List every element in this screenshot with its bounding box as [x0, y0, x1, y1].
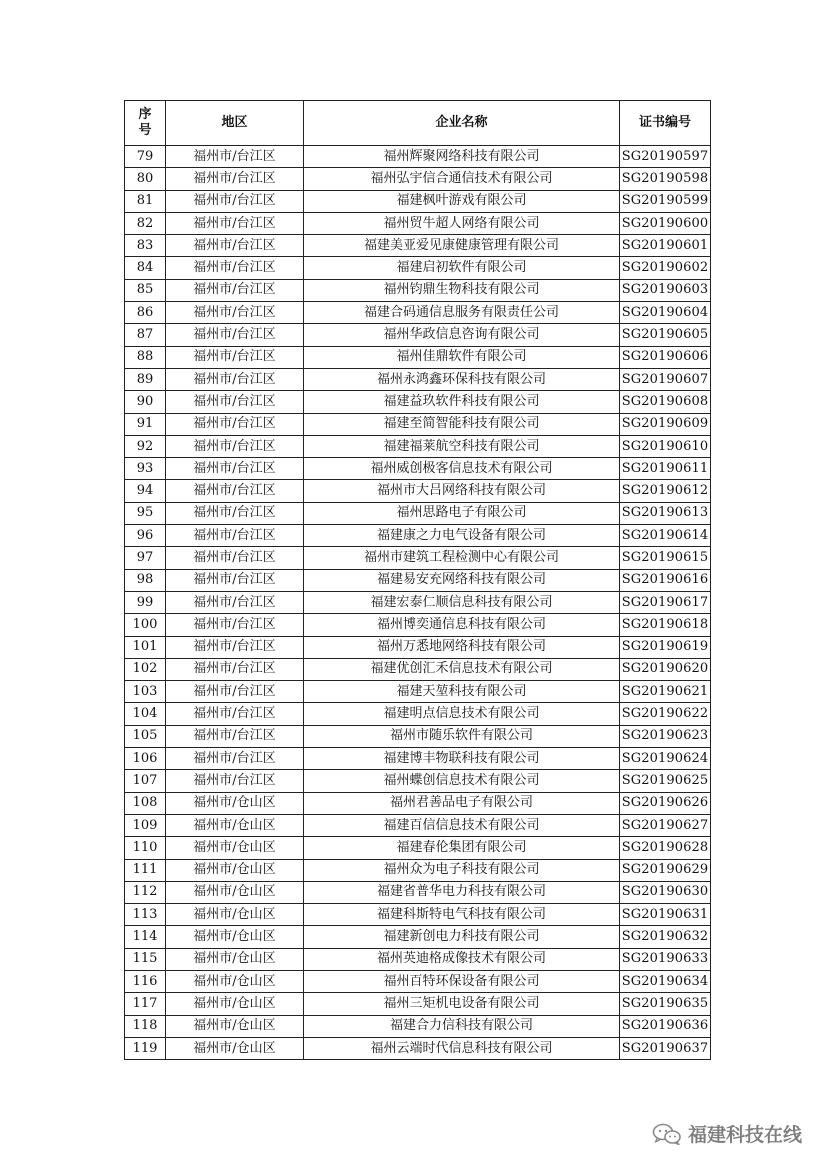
- cell-company-name: 福建省普华电力科技有限公司: [304, 881, 620, 903]
- cell-region: 福州市/台江区: [166, 146, 304, 168]
- cell-company-name: 福州众为电子科技有限公司: [304, 859, 620, 881]
- cell-region: 福州市/台江区: [166, 547, 304, 569]
- cell-certificate-number: SG20190626: [620, 792, 711, 814]
- header-company-name: 企业名称: [304, 101, 620, 146]
- cell-region: 福州市/仓山区: [166, 1015, 304, 1037]
- cell-company-name: 福州云端时代信息科技有限公司: [304, 1037, 620, 1059]
- table-row: [125, 324, 711, 346]
- table-row: [125, 748, 711, 770]
- table-row: [125, 212, 711, 234]
- header-serial-number: 序 号: [125, 101, 166, 146]
- cell-certificate-number: SG20190623: [620, 725, 711, 747]
- wechat-icon: [652, 1123, 682, 1145]
- cell-region: 福州市/台江区: [166, 413, 304, 435]
- cell-serial-number: 94: [125, 480, 166, 502]
- cell-certificate-number: SG20190627: [620, 814, 711, 836]
- table-row: [125, 235, 711, 257]
- cell-serial-number: 106: [125, 748, 166, 770]
- cell-company-name: 福州佳鼎软件有限公司: [304, 346, 620, 368]
- cell-company-name: 福建美亚爱见康健康管理有限公司: [304, 235, 620, 257]
- cell-certificate-number: SG20190619: [620, 636, 711, 658]
- cell-region: 福州市/仓山区: [166, 881, 304, 903]
- cell-certificate-number: SG20190598: [620, 168, 711, 190]
- table-row: [125, 458, 711, 480]
- cell-company-name: 福州辉聚网络科技有限公司: [304, 146, 620, 168]
- cell-company-name: 福建博丰物联科技有限公司: [304, 748, 620, 770]
- cell-serial-number: 93: [125, 458, 166, 480]
- cell-region: 福州市/仓山区: [166, 926, 304, 948]
- cell-certificate-number: SG20190631: [620, 904, 711, 926]
- cell-region: 福州市/台江区: [166, 591, 304, 613]
- cell-region: 福州市/台江区: [166, 190, 304, 212]
- cell-certificate-number: SG20190601: [620, 235, 711, 257]
- table-body: [125, 146, 711, 1060]
- cell-serial-number: 86: [125, 302, 166, 324]
- cell-region: 福州市/台江区: [166, 681, 304, 703]
- cell-serial-number: 110: [125, 837, 166, 859]
- cell-region: 福州市/台江区: [166, 658, 304, 680]
- table-row: [125, 814, 711, 836]
- cell-region: 福州市/台江区: [166, 614, 304, 636]
- watermark-text: 福建科技在线: [687, 1124, 802, 1146]
- cell-certificate-number: SG20190628: [620, 837, 711, 859]
- cell-certificate-number: SG20190633: [620, 948, 711, 970]
- table-row: [125, 525, 711, 547]
- cell-certificate-number: SG20190604: [620, 302, 711, 324]
- table-row: [125, 569, 711, 591]
- cell-serial-number: 100: [125, 614, 166, 636]
- cell-serial-number: 98: [125, 569, 166, 591]
- cell-region: 福州市/仓山区: [166, 1037, 304, 1059]
- cell-certificate-number: SG20190636: [620, 1015, 711, 1037]
- watermark: [652, 1120, 802, 1147]
- table-row: [125, 502, 711, 524]
- cell-company-name: 福州市随乐软件有限公司: [304, 725, 620, 747]
- table-row: [125, 547, 711, 569]
- cell-company-name: 福州钧鼎生物科技有限公司: [304, 279, 620, 301]
- cell-serial-number: 117: [125, 993, 166, 1015]
- cell-company-name: 福州博奕通信息科技有限公司: [304, 614, 620, 636]
- table-row: [125, 1037, 711, 1059]
- cell-certificate-number: SG20190599: [620, 190, 711, 212]
- table-row: [125, 391, 711, 413]
- cell-certificate-number: SG20190618: [620, 614, 711, 636]
- cell-company-name: 福建枫叶游戏有限公司: [304, 190, 620, 212]
- table-row: [125, 881, 711, 903]
- cell-region: 福州市/台江区: [166, 391, 304, 413]
- cell-region: 福州市/台江区: [166, 346, 304, 368]
- cell-serial-number: 119: [125, 1037, 166, 1059]
- cell-certificate-number: SG20190600: [620, 212, 711, 234]
- cell-serial-number: 115: [125, 948, 166, 970]
- cell-serial-number: 88: [125, 346, 166, 368]
- cell-region: 福州市/台江区: [166, 168, 304, 190]
- cell-certificate-number: SG20190607: [620, 368, 711, 390]
- cell-region: 福州市/仓山区: [166, 904, 304, 926]
- cell-company-name: 福建春伦集团有限公司: [304, 837, 620, 859]
- table-row: [125, 837, 711, 859]
- cell-serial-number: 79: [125, 146, 166, 168]
- cell-serial-number: 105: [125, 725, 166, 747]
- cell-region: 福州市/仓山区: [166, 792, 304, 814]
- cell-certificate-number: SG20190622: [620, 703, 711, 725]
- cell-company-name: 福州君善品电子有限公司: [304, 792, 620, 814]
- cell-company-name: 福州市建筑工程检测中心有限公司: [304, 547, 620, 569]
- cell-company-name: 福建明点信息技术有限公司: [304, 703, 620, 725]
- cell-certificate-number: SG20190608: [620, 391, 711, 413]
- cell-region: 福州市/仓山区: [166, 993, 304, 1015]
- cell-serial-number: 102: [125, 658, 166, 680]
- cell-serial-number: 90: [125, 391, 166, 413]
- table-row: [125, 480, 711, 502]
- cell-region: 福州市/仓山区: [166, 948, 304, 970]
- cell-region: 福州市/台江区: [166, 368, 304, 390]
- cell-region: 福州市/台江区: [166, 569, 304, 591]
- table-row: [125, 658, 711, 680]
- cell-company-name: 福建启初软件有限公司: [304, 257, 620, 279]
- cell-company-name: 福建合力信科技有限公司: [304, 1015, 620, 1037]
- cell-serial-number: 113: [125, 904, 166, 926]
- cell-company-name: 福建宏泰仁顺信息科技有限公司: [304, 591, 620, 613]
- cell-region: 福州市/台江区: [166, 435, 304, 457]
- cell-region: 福州市/台江区: [166, 703, 304, 725]
- cell-company-name: 福州弘宇信合通信技术有限公司: [304, 168, 620, 190]
- cell-region: 福州市/仓山区: [166, 859, 304, 881]
- cell-certificate-number: SG20190634: [620, 970, 711, 992]
- cell-certificate-number: SG20190632: [620, 926, 711, 948]
- cell-certificate-number: SG20190597: [620, 146, 711, 168]
- table-row: [125, 636, 711, 658]
- table-row: [125, 614, 711, 636]
- cell-region: 福州市/台江区: [166, 636, 304, 658]
- cell-serial-number: 109: [125, 814, 166, 836]
- cell-region: 福州市/台江区: [166, 302, 304, 324]
- cell-serial-number: 112: [125, 881, 166, 903]
- cell-company-name: 福州万悉地网络科技有限公司: [304, 636, 620, 658]
- cell-company-name: 福州蝶创信息技术有限公司: [304, 770, 620, 792]
- cell-certificate-number: SG20190630: [620, 881, 711, 903]
- cell-region: 福州市/台江区: [166, 480, 304, 502]
- cell-serial-number: 91: [125, 413, 166, 435]
- cell-serial-number: 107: [125, 770, 166, 792]
- cell-certificate-number: SG20190621: [620, 681, 711, 703]
- cell-company-name: 福建康之力电气设备有限公司: [304, 525, 620, 547]
- cell-certificate-number: SG20190603: [620, 279, 711, 301]
- cell-company-name: 福建益玖软件科技有限公司: [304, 391, 620, 413]
- cell-region: 福州市/台江区: [166, 770, 304, 792]
- cell-company-name: 福建新创电力科技有限公司: [304, 926, 620, 948]
- cell-serial-number: 80: [125, 168, 166, 190]
- cell-serial-number: 103: [125, 681, 166, 703]
- table-row: [125, 413, 711, 435]
- cell-certificate-number: SG20190620: [620, 658, 711, 680]
- cell-company-name: 福建至简智能科技有限公司: [304, 413, 620, 435]
- cell-certificate-number: SG20190605: [620, 324, 711, 346]
- cell-company-name: 福州市大吕网络科技有限公司: [304, 480, 620, 502]
- cell-serial-number: 111: [125, 859, 166, 881]
- table-row: [125, 279, 711, 301]
- cell-company-name: 福建易安充网络科技有限公司: [304, 569, 620, 591]
- cell-certificate-number: SG20190606: [620, 346, 711, 368]
- cell-company-name: 福州英迪格成像技术有限公司: [304, 948, 620, 970]
- table-row: [125, 257, 711, 279]
- cell-serial-number: 85: [125, 279, 166, 301]
- cell-company-name: 福州三矩机电设备有限公司: [304, 993, 620, 1015]
- table-row: [125, 792, 711, 814]
- cell-certificate-number: SG20190615: [620, 547, 711, 569]
- table-header-row: [125, 101, 711, 146]
- cell-company-name: 福建天堃科技有限公司: [304, 681, 620, 703]
- cell-serial-number: 97: [125, 547, 166, 569]
- cell-serial-number: 82: [125, 212, 166, 234]
- table-row: [125, 993, 711, 1015]
- cell-serial-number: 96: [125, 525, 166, 547]
- cell-region: 福州市/台江区: [166, 525, 304, 547]
- cell-region: 福州市/台江区: [166, 212, 304, 234]
- cell-region: 福州市/仓山区: [166, 837, 304, 859]
- cell-company-name: 福建福莱航空科技有限公司: [304, 435, 620, 457]
- certificate-table: [124, 100, 711, 1060]
- cell-certificate-number: SG20190613: [620, 502, 711, 524]
- cell-certificate-number: SG20190602: [620, 257, 711, 279]
- table-row: [125, 302, 711, 324]
- cell-region: 福州市/台江区: [166, 502, 304, 524]
- cell-company-name: 福建优创汇禾信息技术有限公司: [304, 658, 620, 680]
- cell-serial-number: 83: [125, 235, 166, 257]
- cell-certificate-number: SG20190617: [620, 591, 711, 613]
- cell-company-name: 福建合码通信息服务有限责任公司: [304, 302, 620, 324]
- cell-company-name: 福建科斯特电气科技有限公司: [304, 904, 620, 926]
- cell-company-name: 福州百特环保设备有限公司: [304, 970, 620, 992]
- cell-company-name: 福州威创极客信息技术有限公司: [304, 458, 620, 480]
- table-row: [125, 703, 711, 725]
- cell-region: 福州市/仓山区: [166, 970, 304, 992]
- table-row: [125, 926, 711, 948]
- table-row: [125, 591, 711, 613]
- header-certificate-number: 证书编号: [620, 101, 711, 146]
- cell-certificate-number: SG20190624: [620, 748, 711, 770]
- cell-region: 福州市/台江区: [166, 279, 304, 301]
- table-row: [125, 948, 711, 970]
- cell-company-name: 福州贸牛超人网络有限公司: [304, 212, 620, 234]
- cell-serial-number: 89: [125, 368, 166, 390]
- cell-certificate-number: SG20190610: [620, 435, 711, 457]
- table-row: [125, 435, 711, 457]
- cell-region: 福州市/台江区: [166, 725, 304, 747]
- cell-serial-number: 114: [125, 926, 166, 948]
- cell-certificate-number: SG20190611: [620, 458, 711, 480]
- table-row: [125, 368, 711, 390]
- table-row: [125, 859, 711, 881]
- table-row: [125, 190, 711, 212]
- cell-certificate-number: SG20190616: [620, 569, 711, 591]
- table-row: [125, 168, 711, 190]
- cell-certificate-number: SG20190612: [620, 480, 711, 502]
- cell-region: 福州市/台江区: [166, 235, 304, 257]
- cell-certificate-number: SG20190614: [620, 525, 711, 547]
- cell-region: 福州市/台江区: [166, 257, 304, 279]
- table-row: [125, 970, 711, 992]
- table-row: [125, 770, 711, 792]
- cell-certificate-number: SG20190629: [620, 859, 711, 881]
- cell-company-name: 福建百信信息技术有限公司: [304, 814, 620, 836]
- cell-serial-number: 87: [125, 324, 166, 346]
- cell-certificate-number: SG20190637: [620, 1037, 711, 1059]
- cell-region: 福州市/仓山区: [166, 814, 304, 836]
- cell-serial-number: 104: [125, 703, 166, 725]
- cell-company-name: 福州永鸿鑫环保科技有限公司: [304, 368, 620, 390]
- cell-serial-number: 99: [125, 591, 166, 613]
- cell-company-name: 福州思路电子有限公司: [304, 502, 620, 524]
- cell-serial-number: 92: [125, 435, 166, 457]
- cell-region: 福州市/台江区: [166, 458, 304, 480]
- cell-region: 福州市/台江区: [166, 748, 304, 770]
- table-row: [125, 1015, 711, 1037]
- cell-serial-number: 95: [125, 502, 166, 524]
- cell-company-name: 福州华政信息咨询有限公司: [304, 324, 620, 346]
- cell-serial-number: 84: [125, 257, 166, 279]
- cell-serial-number: 108: [125, 792, 166, 814]
- cell-certificate-number: SG20190635: [620, 993, 711, 1015]
- cell-serial-number: 118: [125, 1015, 166, 1037]
- cell-serial-number: 116: [125, 970, 166, 992]
- header-region: 地区: [166, 101, 304, 146]
- table-row: [125, 346, 711, 368]
- table-row: [125, 904, 711, 926]
- table-row: [125, 146, 711, 168]
- table-row: [125, 725, 711, 747]
- table-row: [125, 681, 711, 703]
- cell-serial-number: 81: [125, 190, 166, 212]
- cell-certificate-number: SG20190625: [620, 770, 711, 792]
- cell-certificate-number: SG20190609: [620, 413, 711, 435]
- cell-serial-number: 101: [125, 636, 166, 658]
- cell-region: 福州市/台江区: [166, 324, 304, 346]
